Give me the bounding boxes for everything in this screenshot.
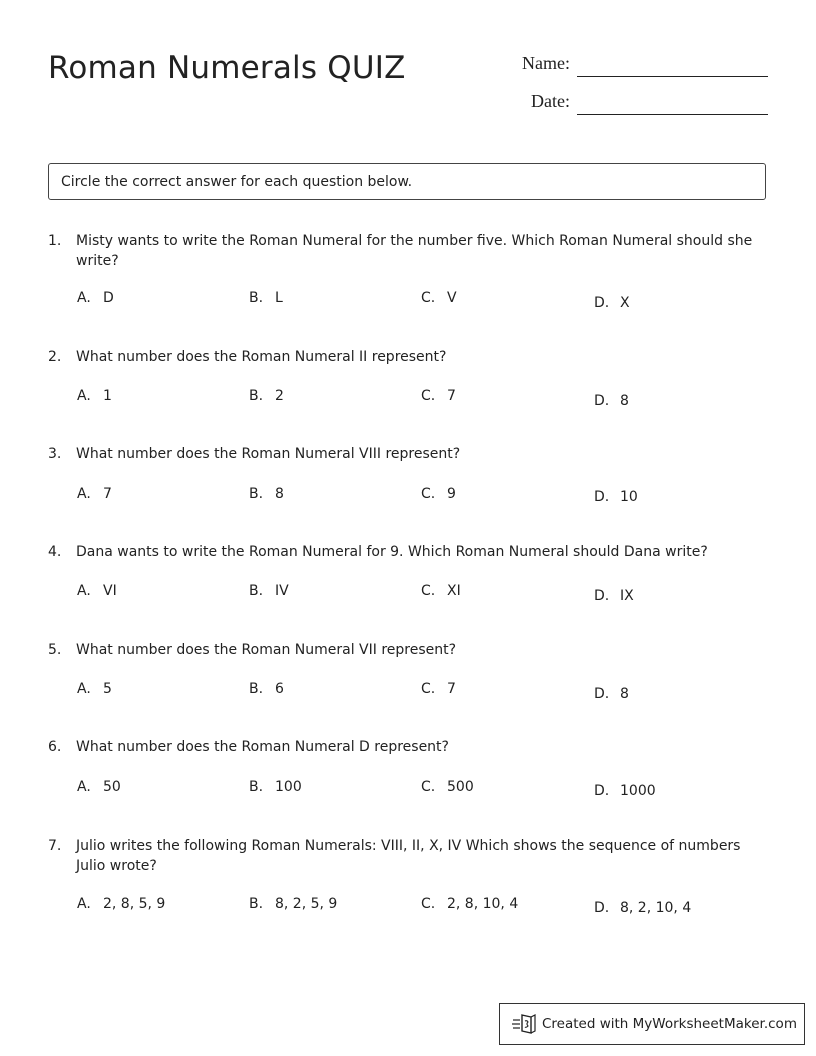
q5-option-d[interactable] bbox=[594, 686, 629, 702]
q7-option-b[interactable] bbox=[249, 896, 337, 912]
q5-option-b[interactable] bbox=[249, 681, 284, 697]
option-value: IV bbox=[275, 583, 289, 599]
option-letter: B. bbox=[249, 486, 264, 502]
option-letter: D. bbox=[594, 588, 610, 604]
option-letter: B. bbox=[249, 583, 264, 599]
option-letter: C. bbox=[421, 290, 436, 306]
option-letter: A. bbox=[77, 583, 91, 599]
q5-option-c[interactable] bbox=[421, 681, 456, 697]
option-letter: C. bbox=[421, 388, 436, 404]
option-value: V bbox=[447, 290, 457, 306]
option-letter: B. bbox=[249, 290, 264, 306]
option-value: 7 bbox=[103, 486, 112, 502]
option-value: 10 bbox=[620, 489, 638, 505]
option-letter: A. bbox=[77, 681, 91, 697]
option-letter: D. bbox=[594, 686, 610, 702]
option-value: 2, 8, 10, 4 bbox=[447, 896, 519, 912]
q6-option-d[interactable] bbox=[594, 783, 656, 799]
option-letter: C. bbox=[421, 583, 436, 599]
option-value: XI bbox=[447, 583, 461, 599]
option-letter: B. bbox=[249, 779, 264, 795]
worksheet-maker-logo-icon bbox=[512, 1012, 538, 1036]
option-letter: D. bbox=[594, 783, 610, 799]
q4-option-a[interactable] bbox=[77, 583, 117, 599]
q4-option-b[interactable] bbox=[249, 583, 289, 599]
q1-option-c[interactable] bbox=[421, 290, 457, 306]
q6-option-c[interactable] bbox=[421, 779, 474, 795]
option-letter: A. bbox=[77, 779, 91, 795]
option-value: D bbox=[103, 290, 114, 306]
option-value: 8 bbox=[275, 486, 284, 502]
option-value: 6 bbox=[275, 681, 284, 697]
q7-option-d[interactable] bbox=[594, 900, 691, 916]
question-number: 7. bbox=[48, 838, 62, 854]
question-text: Dana wants to write the Roman Numeral for 9. Which Roman Numeral should Dana write? bbox=[76, 544, 708, 560]
question-number: 1. bbox=[48, 233, 62, 249]
name-label: Name: bbox=[522, 53, 570, 73]
option-letter: D. bbox=[594, 393, 610, 409]
option-value: 1 bbox=[103, 388, 112, 404]
option-letter: B. bbox=[249, 388, 264, 404]
q3-option-b[interactable] bbox=[249, 486, 284, 502]
q6-option-b[interactable] bbox=[249, 779, 302, 795]
option-value: 8 bbox=[620, 393, 629, 409]
option-letter: D. bbox=[594, 900, 610, 916]
q2-option-c[interactable] bbox=[421, 388, 456, 404]
q6-option-a[interactable] bbox=[77, 779, 121, 795]
question-number: 6. bbox=[48, 739, 62, 755]
q2-option-a[interactable] bbox=[77, 388, 112, 404]
option-letter: C. bbox=[421, 896, 436, 912]
q1-option-a[interactable] bbox=[77, 290, 114, 306]
option-value: X bbox=[620, 295, 630, 311]
option-value: 100 bbox=[275, 779, 302, 795]
question-number: 3. bbox=[48, 446, 62, 462]
option-value: 1000 bbox=[620, 783, 656, 799]
q3-option-a[interactable] bbox=[77, 486, 112, 502]
option-value: 2 bbox=[275, 388, 284, 404]
option-value: 7 bbox=[447, 681, 456, 697]
worksheet-title: Roman Numerals QUIZ bbox=[48, 50, 406, 86]
date-field[interactable] bbox=[577, 114, 768, 115]
q5-option-a[interactable] bbox=[77, 681, 112, 697]
question-text: Misty wants to write the Roman Numeral for the number five. Which Roman Numeral should she write? bbox=[76, 233, 753, 269]
q3-option-c[interactable] bbox=[421, 486, 456, 502]
question-text: Julio writes the following Roman Numerals: VIII, II, X, IV Which shows the sequence of numbers Julio wrote? bbox=[76, 838, 741, 874]
option-value: 8, 2, 5, 9 bbox=[275, 896, 338, 912]
footer-badge[interactable] bbox=[499, 1003, 805, 1045]
q4-option-c[interactable] bbox=[421, 583, 461, 599]
q7-option-a[interactable] bbox=[77, 896, 165, 912]
q3-option-d[interactable] bbox=[594, 489, 638, 505]
footer-text: Created with MyWorksheetMaker.com bbox=[542, 1016, 797, 1032]
option-letter: B. bbox=[249, 896, 264, 912]
option-letter: C. bbox=[421, 681, 436, 697]
name-field[interactable] bbox=[577, 76, 768, 77]
option-letter: B. bbox=[249, 681, 264, 697]
date-label: Date: bbox=[531, 91, 570, 111]
instructions-box: Circle the correct answer for each question below. bbox=[48, 163, 766, 200]
option-value: 7 bbox=[447, 388, 456, 404]
q4-option-d[interactable] bbox=[594, 588, 634, 604]
q1-option-b[interactable] bbox=[249, 290, 283, 306]
option-value: L bbox=[275, 290, 283, 306]
q2-option-b[interactable] bbox=[249, 388, 284, 404]
option-value: IX bbox=[620, 588, 634, 604]
question-text: What number does the Roman Numeral II represent? bbox=[76, 349, 447, 365]
option-value: 2, 8, 5, 9 bbox=[103, 896, 166, 912]
option-value: 50 bbox=[103, 779, 121, 795]
option-letter: A. bbox=[77, 290, 91, 306]
question-text: What number does the Roman Numeral D represent? bbox=[76, 739, 449, 755]
option-letter: A. bbox=[77, 896, 91, 912]
option-value: 8 bbox=[620, 686, 629, 702]
option-value: 500 bbox=[447, 779, 474, 795]
q2-option-d[interactable] bbox=[594, 393, 629, 409]
question-number: 2. bbox=[48, 349, 62, 365]
option-letter: A. bbox=[77, 388, 91, 404]
option-value: 5 bbox=[103, 681, 112, 697]
question-number: 4. bbox=[48, 544, 62, 560]
q7-option-c[interactable] bbox=[421, 896, 518, 912]
q1-option-d[interactable] bbox=[594, 295, 630, 311]
option-letter: C. bbox=[421, 779, 436, 795]
question-number: 5. bbox=[48, 642, 62, 658]
option-letter: D. bbox=[594, 295, 610, 311]
question-text: What number does the Roman Numeral VII represent? bbox=[76, 642, 457, 658]
option-value: VI bbox=[103, 583, 117, 599]
option-letter: C. bbox=[421, 486, 436, 502]
option-value: 8, 2, 10, 4 bbox=[620, 900, 692, 916]
question-text: What number does the Roman Numeral VIII represent? bbox=[76, 446, 461, 462]
option-letter: A. bbox=[77, 486, 91, 502]
option-letter: D. bbox=[594, 489, 610, 505]
option-value: 9 bbox=[447, 486, 456, 502]
